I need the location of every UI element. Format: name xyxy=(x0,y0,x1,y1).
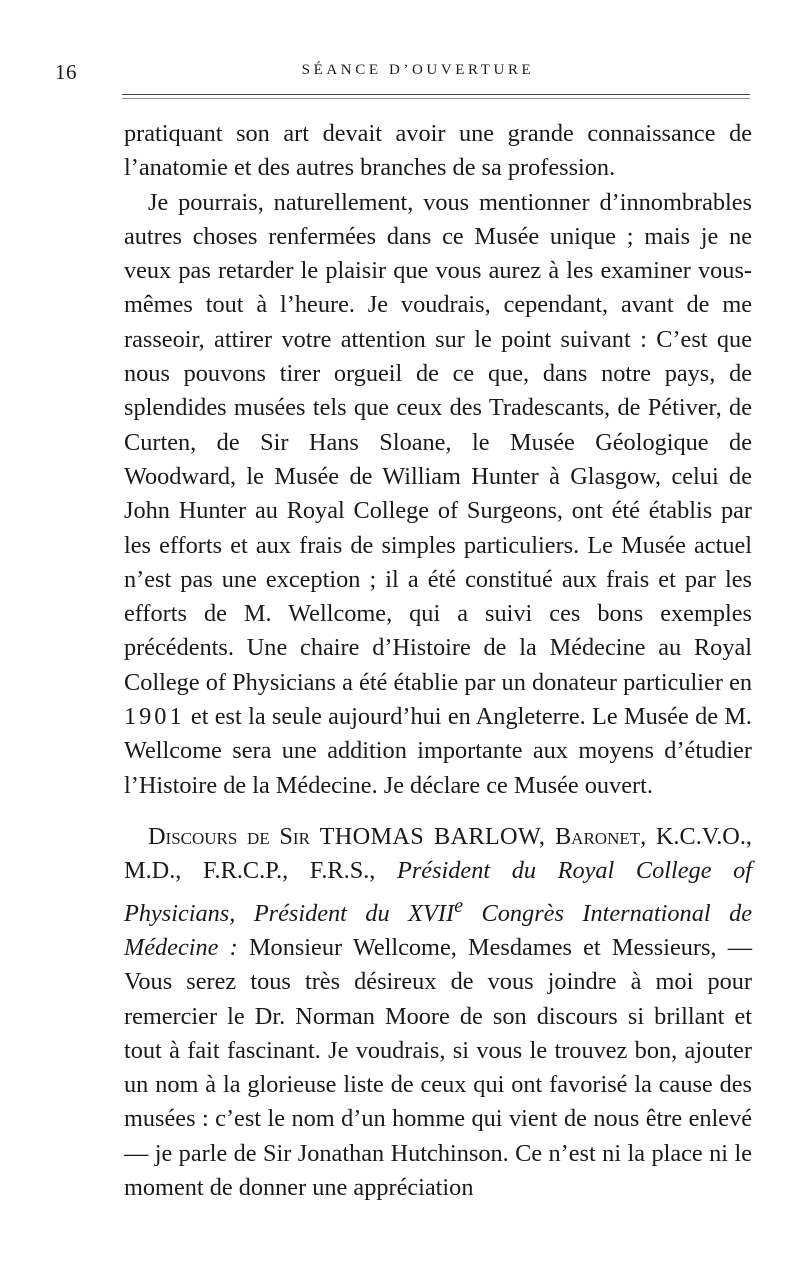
paragraph-barlow-speech xyxy=(124,820,752,1205)
page-number: 16 xyxy=(55,60,77,84)
paragraph-museum-text-a: Je pourrais, naturellement, vous mentionner d’innombrables autres choses renfermées dans ce Musée unique ; mais je ne veux pas retarder le plaisir que vous aurez à les examiner vous-mêmes tout à l’heure. Je voudrais, cependant, avant de me rasseoir, attirer votre attention sur le point suivant : C’est que nous pouvons tirer orgueil de ce que, dans notre pays, de splendides musées tels que ceux des Tradescants, de Pétiver, de Curten, de Sir Hans Sloane, le Musée Géologique de Woodward, le Musée de William Hunter à Glasgow, celui de John Hunter au Royal College of Surgeons, ont été établis par les efforts et aux frais de simples particuliers. Le Musée actuel n’est pas une exception ; il a été constitué aux frais et par les efforts de M. Wellcome, qui a suivi ces bons exemples précédents. Une chaire d’Histoire de la Médecine au Royal College of Physicians a été établie par un donateur particulier en xyxy=(124,188,752,696)
discours-de-label: Discours de xyxy=(148,822,270,850)
running-header xyxy=(55,60,751,86)
body-text xyxy=(124,117,752,1205)
speech-body: Monsieur Wellcome, Mesdames et Messieurs, — Vous serez tous très désireux de vous joindre à moi pour remercier le Dr. Norman Moore de son discours si brillant et tout à fait fascinant. Je voudrais, si vous le trouvez bon, ajouter un nom à la glorieuse liste de ceux qui ont favorisé la cause des musées : c’est le nom d’un homme qui vient de nous être enlevé — je parle de Sir Jonathan Hutchinson. Ce n’est ni la place ni le moment de donner une appréciation xyxy=(124,933,753,1201)
sir-label: Sir xyxy=(279,822,310,850)
speaker-title-a: Président du Royal College of Physicians, Président du XVII xyxy=(124,857,753,927)
baronet-label: Baronet, xyxy=(554,822,647,850)
header-rule-secondary xyxy=(122,98,750,99)
running-title: SÉANCE D’OUVERTURE xyxy=(301,62,535,78)
speaker-title-superscript: e xyxy=(454,894,464,917)
paragraph-museum-text-b: et est la seule aujourd’hui en Angleterre. Le Musée de M. Wellcome sera une addition importante aux moyens d’étudier l’Histoire de la Médecine. Je déclare ce Musée ouvert. xyxy=(124,703,753,799)
speaker-credentials: K.C.V.O., M.D., F.R.C.P., F.R.S., xyxy=(124,822,752,885)
speaker-name: THOMAS BARLOW, xyxy=(319,822,546,850)
speaker-title-b: Congrès International de Médecine : xyxy=(124,899,752,961)
header-rule xyxy=(122,94,750,95)
paragraph-continued: pratiquant son art devait avoir une grande connaissance de l’anatomie et des autres branches de sa profession. xyxy=(124,120,752,182)
paragraph-museum xyxy=(124,186,752,803)
year-1901: 1901 xyxy=(124,703,185,731)
